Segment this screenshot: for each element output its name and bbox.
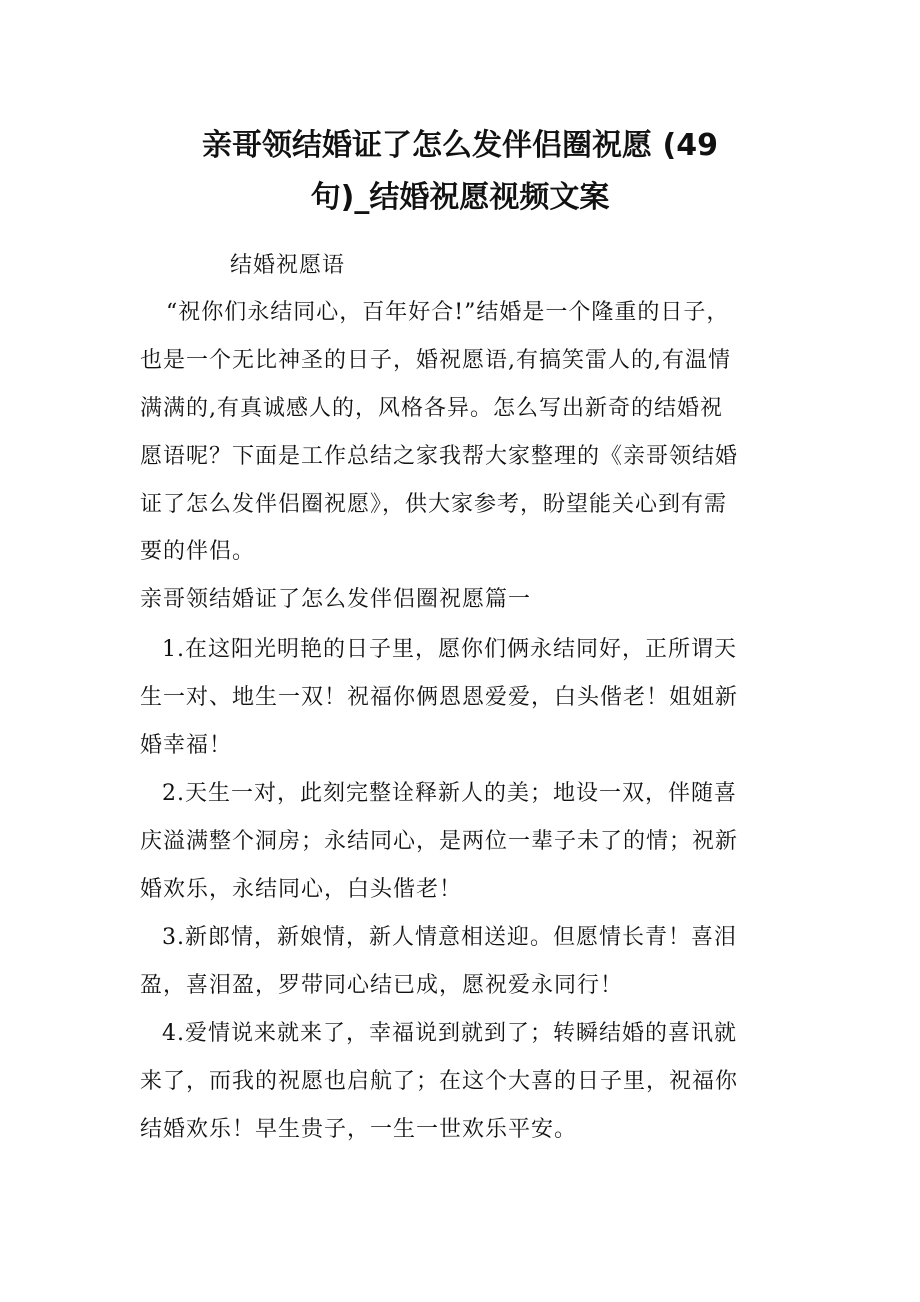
item-3-line-1: 3.新郎情，新娘情，新人情意相送迎。但愿情长青！喜泪: [162, 925, 737, 950]
item-4-line-2: 来了，而我的祝愿也启航了；在这个大喜的日子里，祝福你: [140, 1069, 739, 1094]
item-1-line-2: 生一对、地生一双！祝福你俩恩恩爱爱，白头偕老！姐姐新: [140, 685, 739, 710]
item-1-line-3: 婚幸福！: [140, 733, 233, 758]
document-title: [140, 120, 780, 224]
intro-line-4: 愿语呢？下面是工作总结之家我帮大家整理的《亲哥领结婚: [140, 444, 739, 469]
section-heading: 亲哥领结婚证了怎么发伴侣圈祝愿篇一: [140, 587, 532, 612]
title-line-1: 亲哥领结婚证了怎么发伴侣圈祝愿 (49: [202, 128, 718, 163]
item-2-line-1: 2.天生一对，此刻完整诠释新人的美；地设一双，伴随喜: [162, 781, 737, 806]
item-2-line-3: 婚欢乐，永结同心，白头偕老！: [140, 877, 463, 902]
item-2-line-2: 庆溢满整个洞房；永结同心，是两位一辈子未了的情；祝新: [140, 829, 739, 854]
subtitle: 结婚祝愿语: [230, 253, 346, 278]
intro-line-6: 要的伴侣。: [140, 539, 256, 564]
item-1-line-1: 1.在这阳光明艳的日子里，愿你们俩永结同好，正所谓天: [162, 637, 737, 662]
intro-line-5: 证了怎么发伴侣圈祝愿》，供大家参考，盼望能关心到有需: [140, 492, 728, 517]
title-line-2: 句)_结婚祝愿视频文案: [310, 180, 610, 215]
intro-line-1: “祝你们永结同心，百年好合!”结婚是一个隆重的日子，: [166, 300, 730, 325]
intro-line-3: 满满的,有真诚感人的，风格各异。怎么写出新奇的结婚祝: [140, 396, 723, 421]
item-4-line-1: 4.爱情说来就来了，幸福说到就到了；转瞬结婚的喜讯就: [162, 1021, 737, 1046]
item-4-line-3: 结婚欢乐！早生贵子，一生一世欢乐平安。: [140, 1117, 578, 1142]
item-3-line-2: 盈，喜泪盈，罗带同心结已成，愿祝爱永同行！: [140, 973, 624, 998]
intro-line-2: 也是一个无比神圣的日子，婚祝愿语,有搞笑雷人的,有温情: [140, 348, 731, 373]
